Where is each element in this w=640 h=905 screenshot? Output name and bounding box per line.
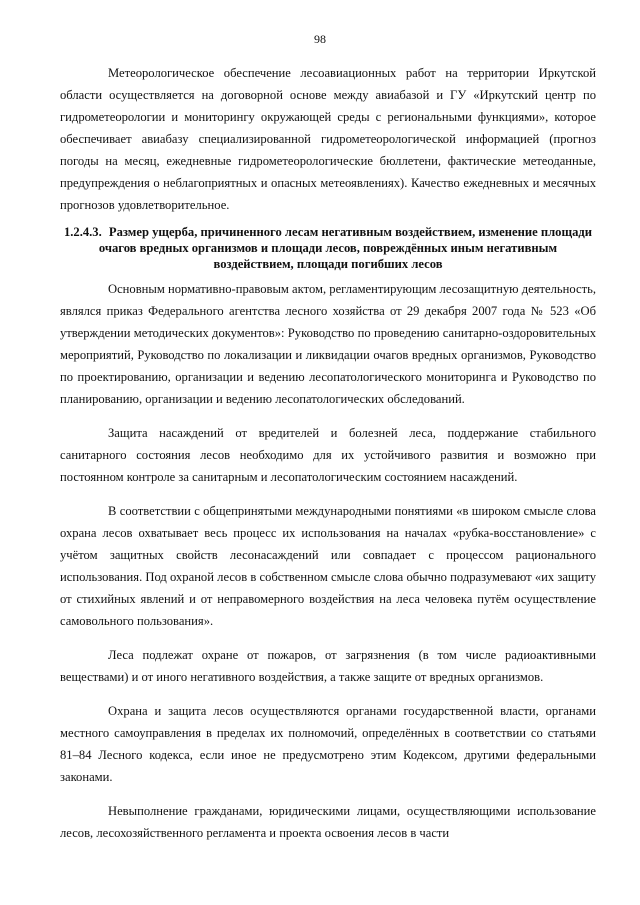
section-number: 1.2.4.3. [63, 225, 102, 239]
body-paragraph-3: В соответствии с общепринятыми международными понятиями «в широком смысле слова охрана лесов охватывает весь процесс их использования на началах «рубка-восстановление» с учётом защитных свойств лесонасаждений или совпадает с процессом рационального использования. Под охраной лесов в собственном смысле слова обычно подразумевают «их защиту от стихийных явлений и от неправомерного воздействия на леса человека путём осуществление самовольного пользования». [60, 504, 596, 628]
body-paragraph-2: Защита насаждений от вредителей и болезней леса, поддержание стабильного санитарного состояния лесов необходимо для их устойчивого развития и возможно при постоянном контроле за санитарным и лесопатологическим состоянием насаждений. [60, 426, 596, 484]
page-body [60, 62, 596, 844]
body-paragraph-4: Леса подлежат охране от пожаров, от загрязнения (в том числе радиоактивными веществами) и от иного негативного воздействия, а также защите от вредных организмов. [60, 648, 596, 684]
page-number: 98 [314, 32, 326, 46]
body-paragraph-1: Основным нормативно-правовым актом, регламентирующим лесозащитную деятельность, являлся приказ Федерального агентства лесного хозяйства от 29 декабря 2007 года № 523 «Об утверждении методических документов»: Руководство по проведению санитарно-оздоровительных мероприятий, Руководство по локализации и ликвидации очагов вредных организмов, Руководство по проектированию, организации и ведению лесопатологического мониторинга и Руководство по планированию, организации и ведению лесопатологических обследований. [60, 282, 596, 406]
body-paragraph-6: Невыполнение гражданами, юридическими лицами, осуществляющими использование лесов, лесохозяйственного регламента и проекта освоения лесов в части [60, 804, 596, 840]
intro-paragraph: Метеорологическое обеспечение лесоавиационных работ на территории Иркутской области осуществляется на договорной основе между авиабазой и ГУ «Иркутский центр по гидрометеорологии и мониторингу окружающей среды с региональными функциями», которое обеспечивает авиабазу специализированной гидрометеорологической информацией (прогноз погоды на месяц, ежедневные гидрометеорологические бюллетени, фактические метеоданные, предупреждения о неблагоприятных и опасных метеоявлениях). Качество ежедневных и месячных прогнозов удовлетворительное. [60, 66, 596, 212]
body-paragraph-5: Охрана и защита лесов осуществляются органами государственной власти, органами местного самоуправления в пределах их полномочий, определённых в соответствии со статьями 81–84 Лесного кодекса, если иное не предусмотрено этим Кодексом, другими федеральными законами. [60, 704, 596, 784]
section-heading [60, 224, 596, 272]
section-title: Размер ущерба, причиненного лесам негативным воздействием, изменение площади очагов вредных организмов и площади лесов, повреждённых иным негативным воздействием, площади погибших лесов [98, 225, 593, 271]
